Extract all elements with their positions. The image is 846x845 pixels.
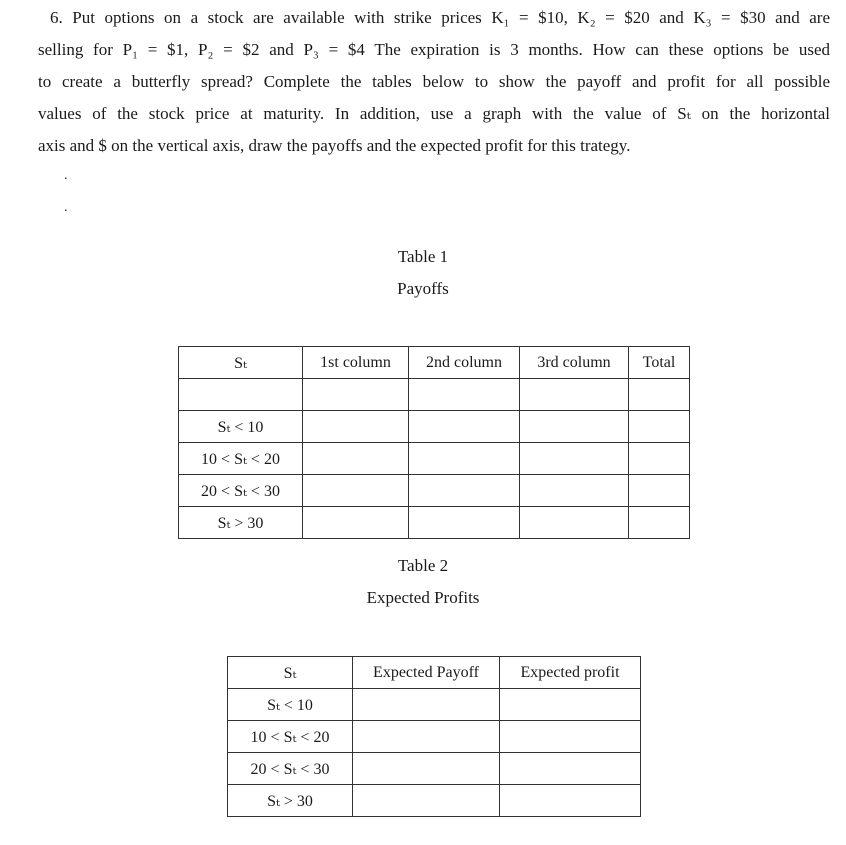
table-cell[interactable]	[500, 785, 641, 817]
header-st: Sₜ	[228, 657, 353, 689]
table2-subtitle: Expected Profits	[366, 588, 480, 607]
table-cell: Sₜ < 10	[179, 411, 303, 443]
table-cell: 10 < Sₜ < 20	[228, 721, 353, 753]
table-cell[interactable]	[520, 475, 629, 507]
table-row	[179, 507, 690, 539]
problem-line: 6. Put options on a stock are available with strike prices K₁ = $10, K₂ = $20 and K₃ = $30 and are	[50, 8, 830, 27]
problem-statement	[38, 2, 830, 162]
table-cell[interactable]	[629, 443, 690, 475]
table-cell: Sₜ > 30	[228, 785, 353, 817]
header-col2: 2nd column	[409, 347, 520, 379]
table-cell[interactable]	[520, 411, 629, 443]
table-cell[interactable]	[500, 721, 641, 753]
table-cell: 20 < Sₜ < 30	[179, 475, 303, 507]
table-cell[interactable]	[303, 443, 409, 475]
table-header-row	[228, 657, 641, 689]
table-cell[interactable]	[303, 475, 409, 507]
table-cell[interactable]	[353, 785, 500, 817]
problem-line: to create a butterfly spread? Complete the tables below to show the payoff and profit for all possible	[38, 72, 830, 91]
table-row	[228, 785, 641, 817]
table-cell[interactable]	[629, 411, 690, 443]
header-col1: 1st column	[303, 347, 409, 379]
problem-line: selling for P₁ = $1, P₂ = $2 and P₃ = $4 The expiration is 3 months. How can these options be used	[38, 40, 830, 59]
table-cell[interactable]	[303, 411, 409, 443]
table-cell[interactable]	[409, 411, 520, 443]
table-cell[interactable]	[353, 753, 500, 785]
table-row	[179, 443, 690, 475]
table-row	[179, 379, 690, 411]
payoffs-table	[178, 346, 690, 539]
table-cell[interactable]	[500, 753, 641, 785]
table-cell[interactable]	[409, 507, 520, 539]
table2-caption: Table 2	[397, 556, 449, 575]
table-cell[interactable]	[409, 443, 520, 475]
table-cell[interactable]	[520, 507, 629, 539]
table-cell[interactable]	[500, 689, 641, 721]
table-header-row	[179, 347, 690, 379]
header-expected-payoff: Expected Payoff	[353, 657, 500, 689]
problem-line: axis and $ on the vertical axis, draw the payoffs and the expected profit for this trategy.	[38, 136, 631, 155]
table-cell	[179, 379, 303, 411]
header-col3: 3rd column	[520, 347, 629, 379]
table-cell[interactable]	[353, 721, 500, 753]
table-cell[interactable]	[409, 475, 520, 507]
table-cell[interactable]	[629, 475, 690, 507]
header-st: Sₜ	[179, 347, 303, 379]
table-cell[interactable]	[520, 379, 629, 411]
table-cell[interactable]	[520, 443, 629, 475]
table-row	[228, 721, 641, 753]
table-cell[interactable]	[629, 379, 690, 411]
table-cell[interactable]	[409, 379, 520, 411]
table-row	[228, 689, 641, 721]
table-row	[179, 411, 690, 443]
table1-subtitle: Payoffs	[397, 279, 449, 298]
table-cell: 10 < Sₜ < 20	[179, 443, 303, 475]
header-total: Total	[629, 347, 690, 379]
table-row	[179, 475, 690, 507]
header-expected-profit: Expected profit	[500, 657, 641, 689]
table-cell[interactable]	[303, 507, 409, 539]
bullet-dot: .	[64, 200, 68, 215]
table1-caption: Table 1	[397, 247, 449, 266]
expected-profits-table	[227, 656, 641, 817]
table-row	[228, 753, 641, 785]
table-cell[interactable]	[303, 379, 409, 411]
table-cell: Sₜ > 30	[179, 507, 303, 539]
table-cell[interactable]	[353, 689, 500, 721]
table-cell: Sₜ < 10	[228, 689, 353, 721]
table-cell[interactable]	[629, 507, 690, 539]
bullet-dot: .	[64, 168, 68, 183]
problem-line: values of the stock price at maturity. In addition, use a graph with the value of Sₜ on the horizontal	[38, 104, 830, 123]
table-cell: 20 < Sₜ < 30	[228, 753, 353, 785]
